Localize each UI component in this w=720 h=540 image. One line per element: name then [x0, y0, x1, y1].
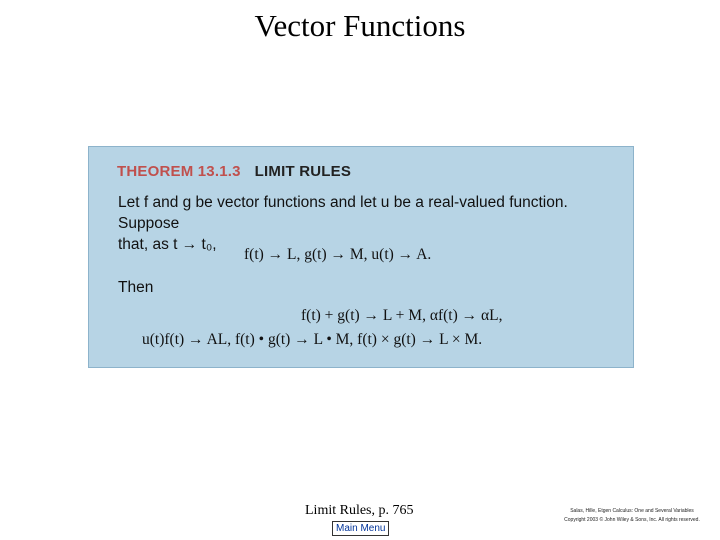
theorem-result-line-2: u(t)f(t) → AL, f(t) • g(t) → L • M, f(t) × g(t) → L × M.: [142, 331, 483, 348]
main-menu-button[interactable]: Main Menu: [332, 521, 389, 536]
theorem-heading: [117, 163, 351, 180]
theorem-box: [88, 146, 634, 368]
copyright-notice: [548, 507, 716, 525]
theorem-intro-line-1: Let f and g be vector functions and let u be a real-valued function. Suppose: [118, 194, 568, 232]
theorem-hypothesis: f(t) → L, g(t) → M, u(t) → A.: [244, 246, 432, 263]
copyright-line-2: Copyright 2003 © John Wiley & Sons, Inc. All rights reserved.: [564, 517, 700, 523]
page-title: Vector Functions: [254, 8, 466, 43]
slide-caption: Limit Rules, p. 765: [305, 503, 414, 518]
copyright-line-1: Salas, Hille, Etgen Calculus: One and Several Variables: [570, 508, 694, 514]
theorem-intro-line-2: that, as t → t₀,: [118, 236, 217, 253]
theorem-name: LIMIT RULES: [254, 163, 352, 180]
theorem-then-label: Then: [118, 279, 154, 296]
theorem-number: THEOREM 13.1.3: [117, 163, 241, 180]
theorem-result-line-1: f(t) + g(t) → L + M, αf(t) → αL,: [301, 307, 503, 324]
